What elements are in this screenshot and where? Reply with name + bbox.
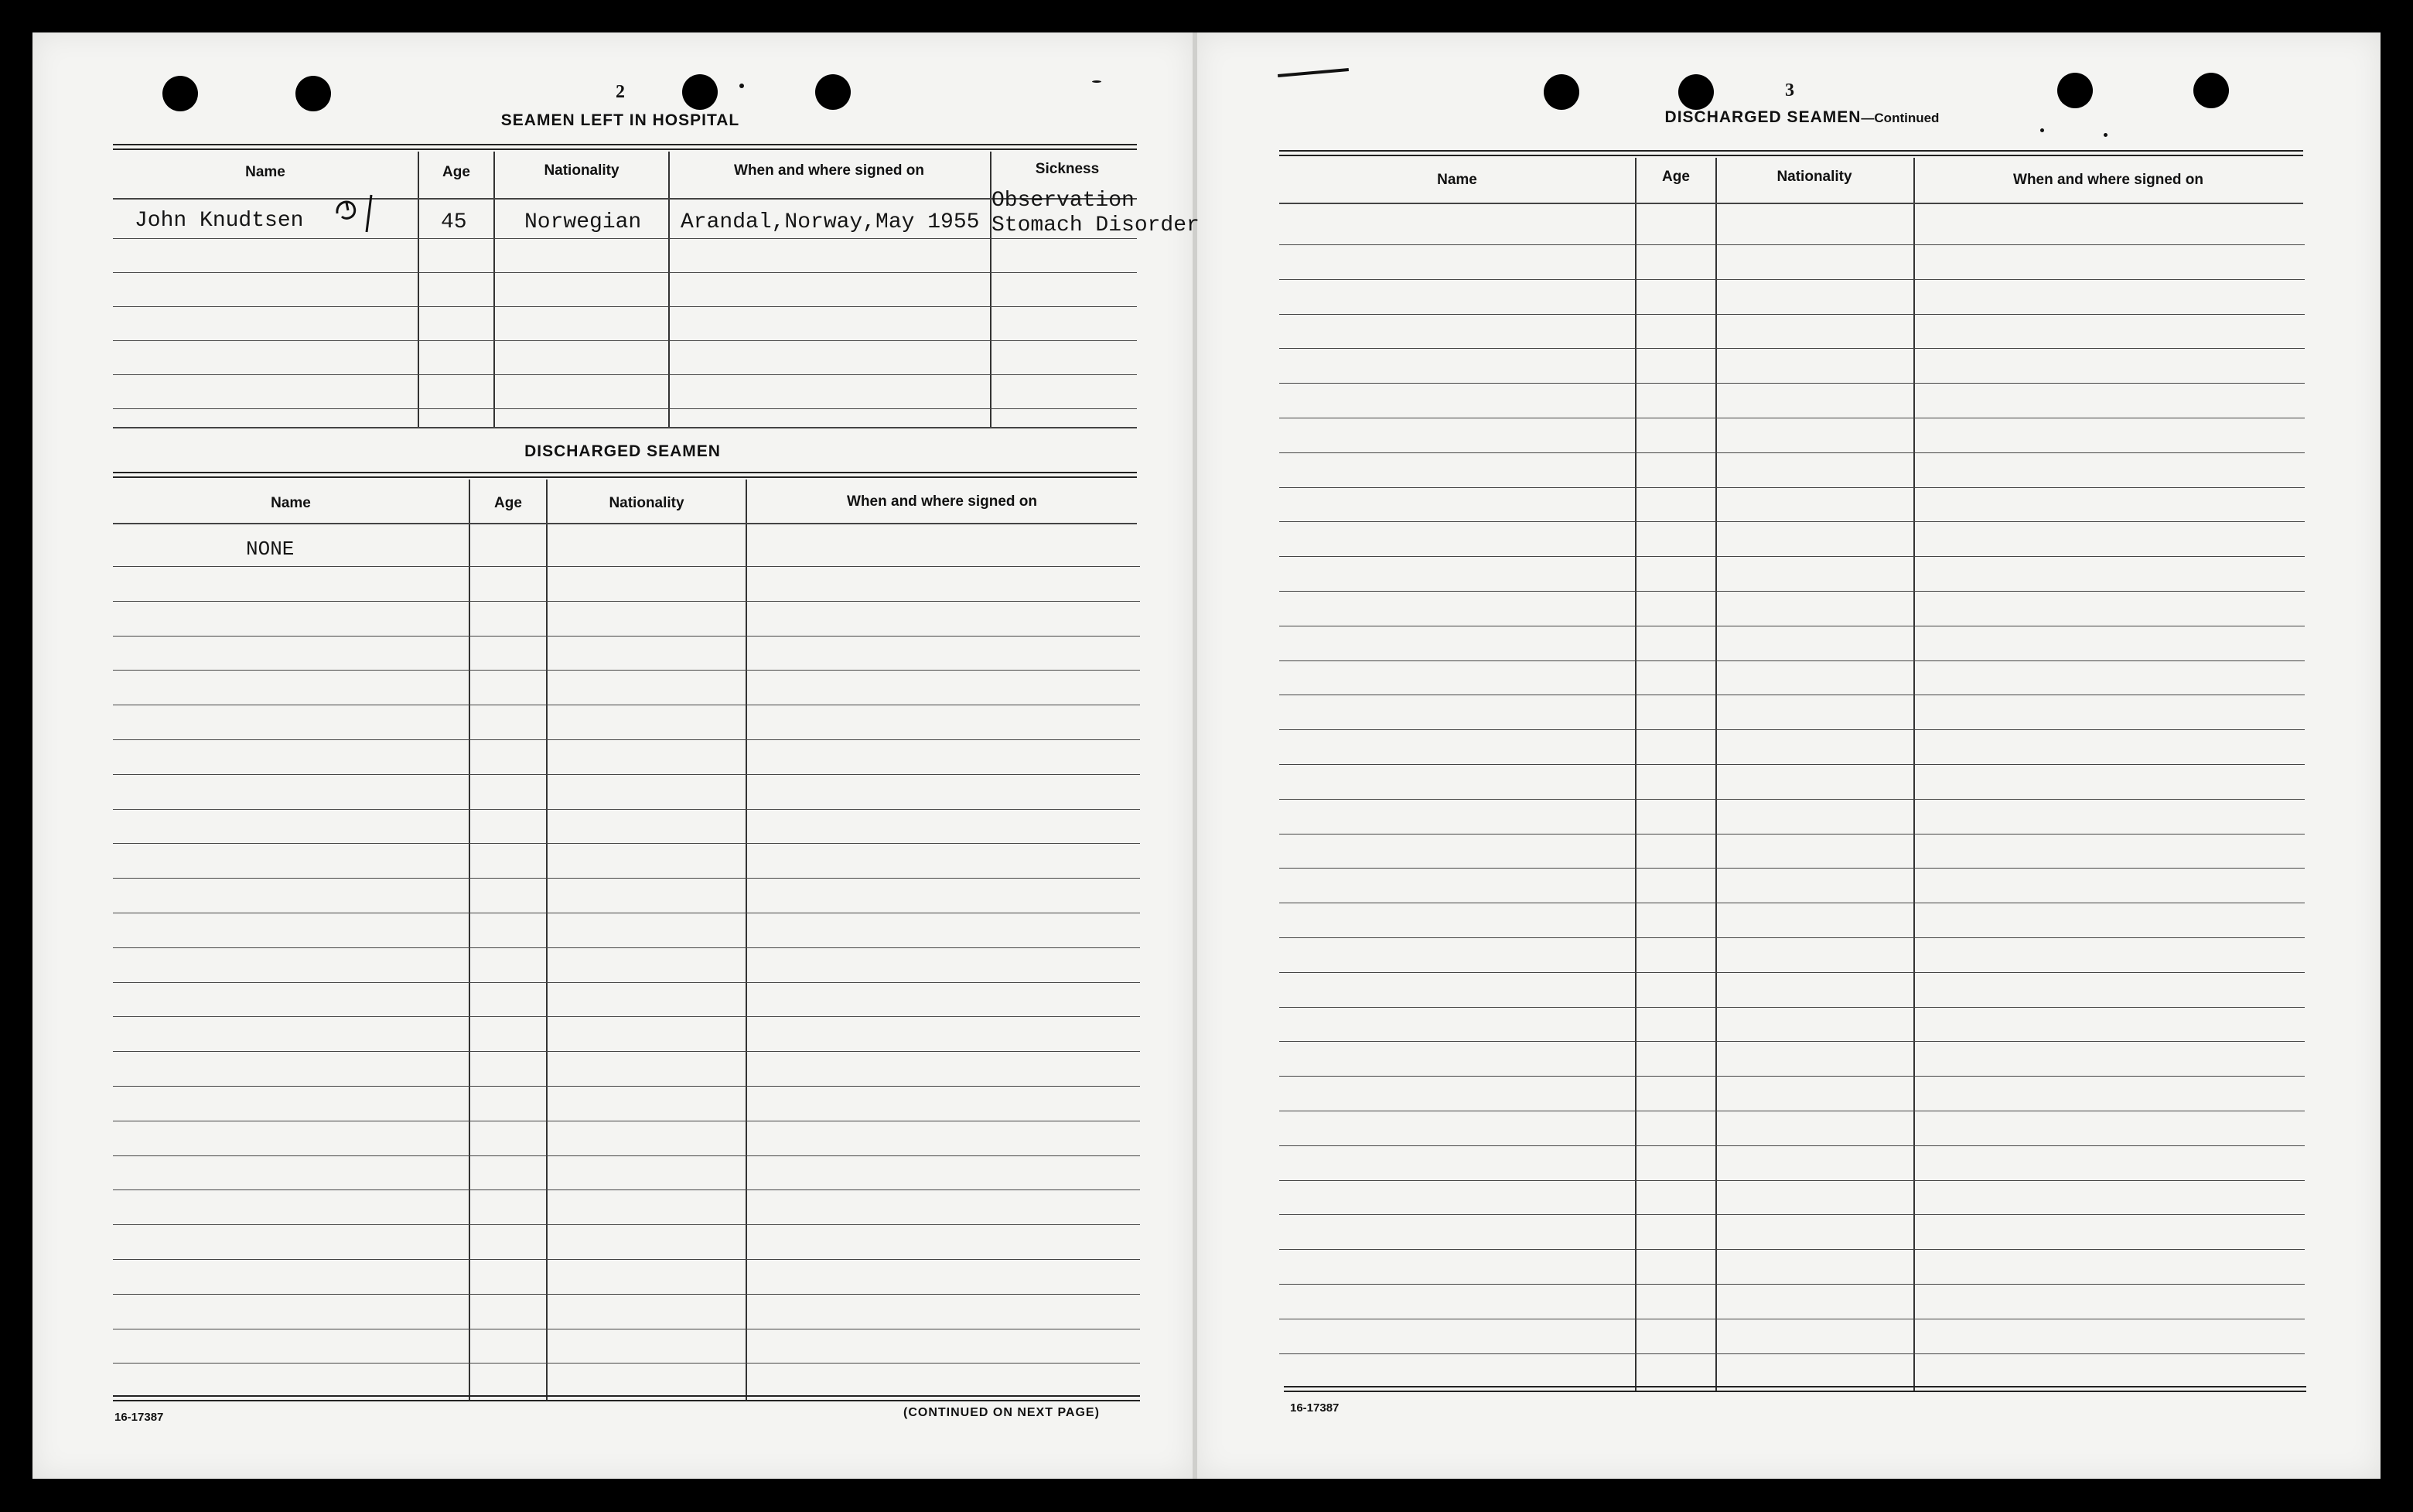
entry-nationality: Norwegian <box>524 210 642 234</box>
table-row-rule <box>1279 764 2305 765</box>
entry-sickness-line2: Stomach Disorder <box>991 213 1200 237</box>
entry-name: John Knudtsen <box>135 209 304 233</box>
table-row-rule <box>1279 487 2305 488</box>
table-row-rule <box>1279 937 2305 938</box>
page-number: 2 <box>616 82 625 102</box>
table-row-rule <box>1279 556 2305 557</box>
table-row-rule <box>113 1189 1140 1190</box>
table-row-rule <box>1279 1041 2305 1042</box>
ink-dot-mark <box>739 84 744 88</box>
table-row-rule <box>1279 1353 2305 1354</box>
header-rule <box>1279 203 2303 204</box>
column-divider <box>469 480 470 1400</box>
left-page <box>32 32 1193 1479</box>
right-page <box>1197 32 2381 1479</box>
table-row-rule <box>1279 1249 2305 1250</box>
col-header-signed-on: When and where signed on <box>2013 172 2203 188</box>
discharged-top-rule <box>113 472 1137 478</box>
table-row-rule <box>1279 521 2305 522</box>
column-divider <box>1715 158 1717 1392</box>
right-top-rule <box>1279 150 2303 156</box>
table-row-rule <box>113 306 1137 307</box>
table-row-rule <box>113 774 1140 775</box>
ink-dot-mark <box>2104 133 2108 137</box>
hospital-section-title: SEAMEN LEFT IN HOSPITAL <box>500 111 740 129</box>
table-row-rule <box>113 272 1137 273</box>
table-row-rule <box>113 982 1140 983</box>
table-row-rule <box>1279 348 2305 349</box>
table-row-rule <box>1279 834 2305 835</box>
table-row-rule <box>1279 279 2305 280</box>
col-header-age: Age <box>494 495 522 511</box>
table-row-rule <box>1279 244 2305 245</box>
col-header-age: Age <box>1662 169 1690 185</box>
ink-dot-mark <box>1092 80 1101 83</box>
continued-note: (CONTINUED ON NEXT PAGE) <box>903 1406 1100 1419</box>
header-rule <box>113 523 1137 524</box>
table-row-rule <box>1279 452 2305 453</box>
col-header-name: Name <box>245 164 285 180</box>
column-divider <box>418 152 419 427</box>
punch-hole <box>162 76 198 111</box>
table-row-rule <box>1279 1180 2305 1181</box>
table-row-rule <box>113 408 1137 409</box>
table-row-rule <box>113 947 1140 948</box>
table-row-rule <box>1279 383 2305 384</box>
table-row-rule <box>113 374 1137 375</box>
column-divider <box>1913 158 1915 1392</box>
entry-sickness-line1: Observation <box>991 189 1135 213</box>
punch-hole <box>815 74 851 110</box>
col-header-sickness: Sickness <box>1035 161 1100 177</box>
table-row-rule <box>113 1016 1140 1017</box>
column-divider <box>546 480 548 1400</box>
table-row-rule <box>1279 1076 2305 1077</box>
table-row-rule <box>113 809 1140 810</box>
table-row-rule <box>1279 868 2305 869</box>
discharged-section-title: DISCHARGED SEAMEN <box>524 442 721 460</box>
col-header-nationality: Nationality <box>1776 169 1852 185</box>
col-header-name: Name <box>1437 172 1477 188</box>
form-number: 16-17387 <box>114 1411 164 1424</box>
table-bottom-rule <box>1284 1386 2306 1392</box>
table-row-rule <box>1279 1214 2305 1215</box>
table-row-rule <box>113 238 1137 239</box>
col-header-nationality: Nationality <box>609 495 684 511</box>
table-row-rule <box>113 843 1140 844</box>
table-row-rule <box>113 878 1140 879</box>
table-row-rule <box>113 1086 1140 1087</box>
table-row-rule <box>1279 1007 2305 1008</box>
table-row-rule <box>113 1259 1140 1260</box>
punch-hole <box>1678 74 1714 110</box>
column-divider <box>668 152 670 427</box>
handwritten-check-mark <box>331 190 385 238</box>
table-row-rule <box>113 739 1140 740</box>
hospital-top-rule <box>113 144 1137 150</box>
table-bottom-rule <box>113 427 1137 428</box>
table-row-rule <box>1279 314 2305 315</box>
table-row-rule <box>113 566 1140 567</box>
table-row-rule <box>113 1363 1140 1364</box>
discharged-continued-title <box>1616 108 1988 127</box>
column-divider <box>746 480 747 1400</box>
punch-hole <box>1544 74 1579 110</box>
table-row-rule <box>113 670 1140 671</box>
table-row-rule <box>113 1155 1140 1156</box>
table-row-rule <box>1279 799 2305 800</box>
table-row-rule <box>113 340 1137 341</box>
page-number: 3 <box>1785 80 1794 101</box>
punch-hole <box>682 74 718 110</box>
table-row-rule <box>113 1294 1140 1295</box>
table-row-rule <box>1279 972 2305 973</box>
table-row-rule <box>1279 1145 2305 1146</box>
table-row-rule <box>1279 660 2305 661</box>
col-header-signed-on: When and where signed on <box>847 493 1037 510</box>
entry-age: 45 <box>441 210 467 234</box>
discharged-title-suffix: —Continued <box>1861 111 1940 125</box>
col-header-name: Name <box>271 495 311 511</box>
table-row-rule <box>113 1224 1140 1225</box>
ink-dot-mark <box>2040 128 2044 132</box>
punch-hole <box>295 76 331 111</box>
table-row-rule <box>113 636 1140 637</box>
table-bottom-rule <box>113 1395 1140 1401</box>
table-row-rule <box>113 601 1140 602</box>
column-divider <box>493 152 495 427</box>
punch-hole <box>2057 73 2093 108</box>
punch-hole <box>2193 73 2229 108</box>
entry-none: NONE <box>246 538 295 561</box>
table-row-rule <box>113 1051 1140 1052</box>
table-row-rule <box>1279 729 2305 730</box>
discharged-title-main: DISCHARGED SEAMEN <box>1664 108 1862 126</box>
column-divider <box>1635 158 1637 1392</box>
col-header-nationality: Nationality <box>544 162 619 179</box>
col-header-signed-on: When and where signed on <box>734 162 924 179</box>
table-row-rule <box>1279 1284 2305 1285</box>
form-number: 16-17387 <box>1290 1401 1340 1415</box>
header-rule <box>113 198 1137 200</box>
col-header-age: Age <box>442 164 470 180</box>
entry-signed-on: Arandal,Norway,May 1955 <box>681 210 980 234</box>
table-row-rule <box>1279 591 2305 592</box>
